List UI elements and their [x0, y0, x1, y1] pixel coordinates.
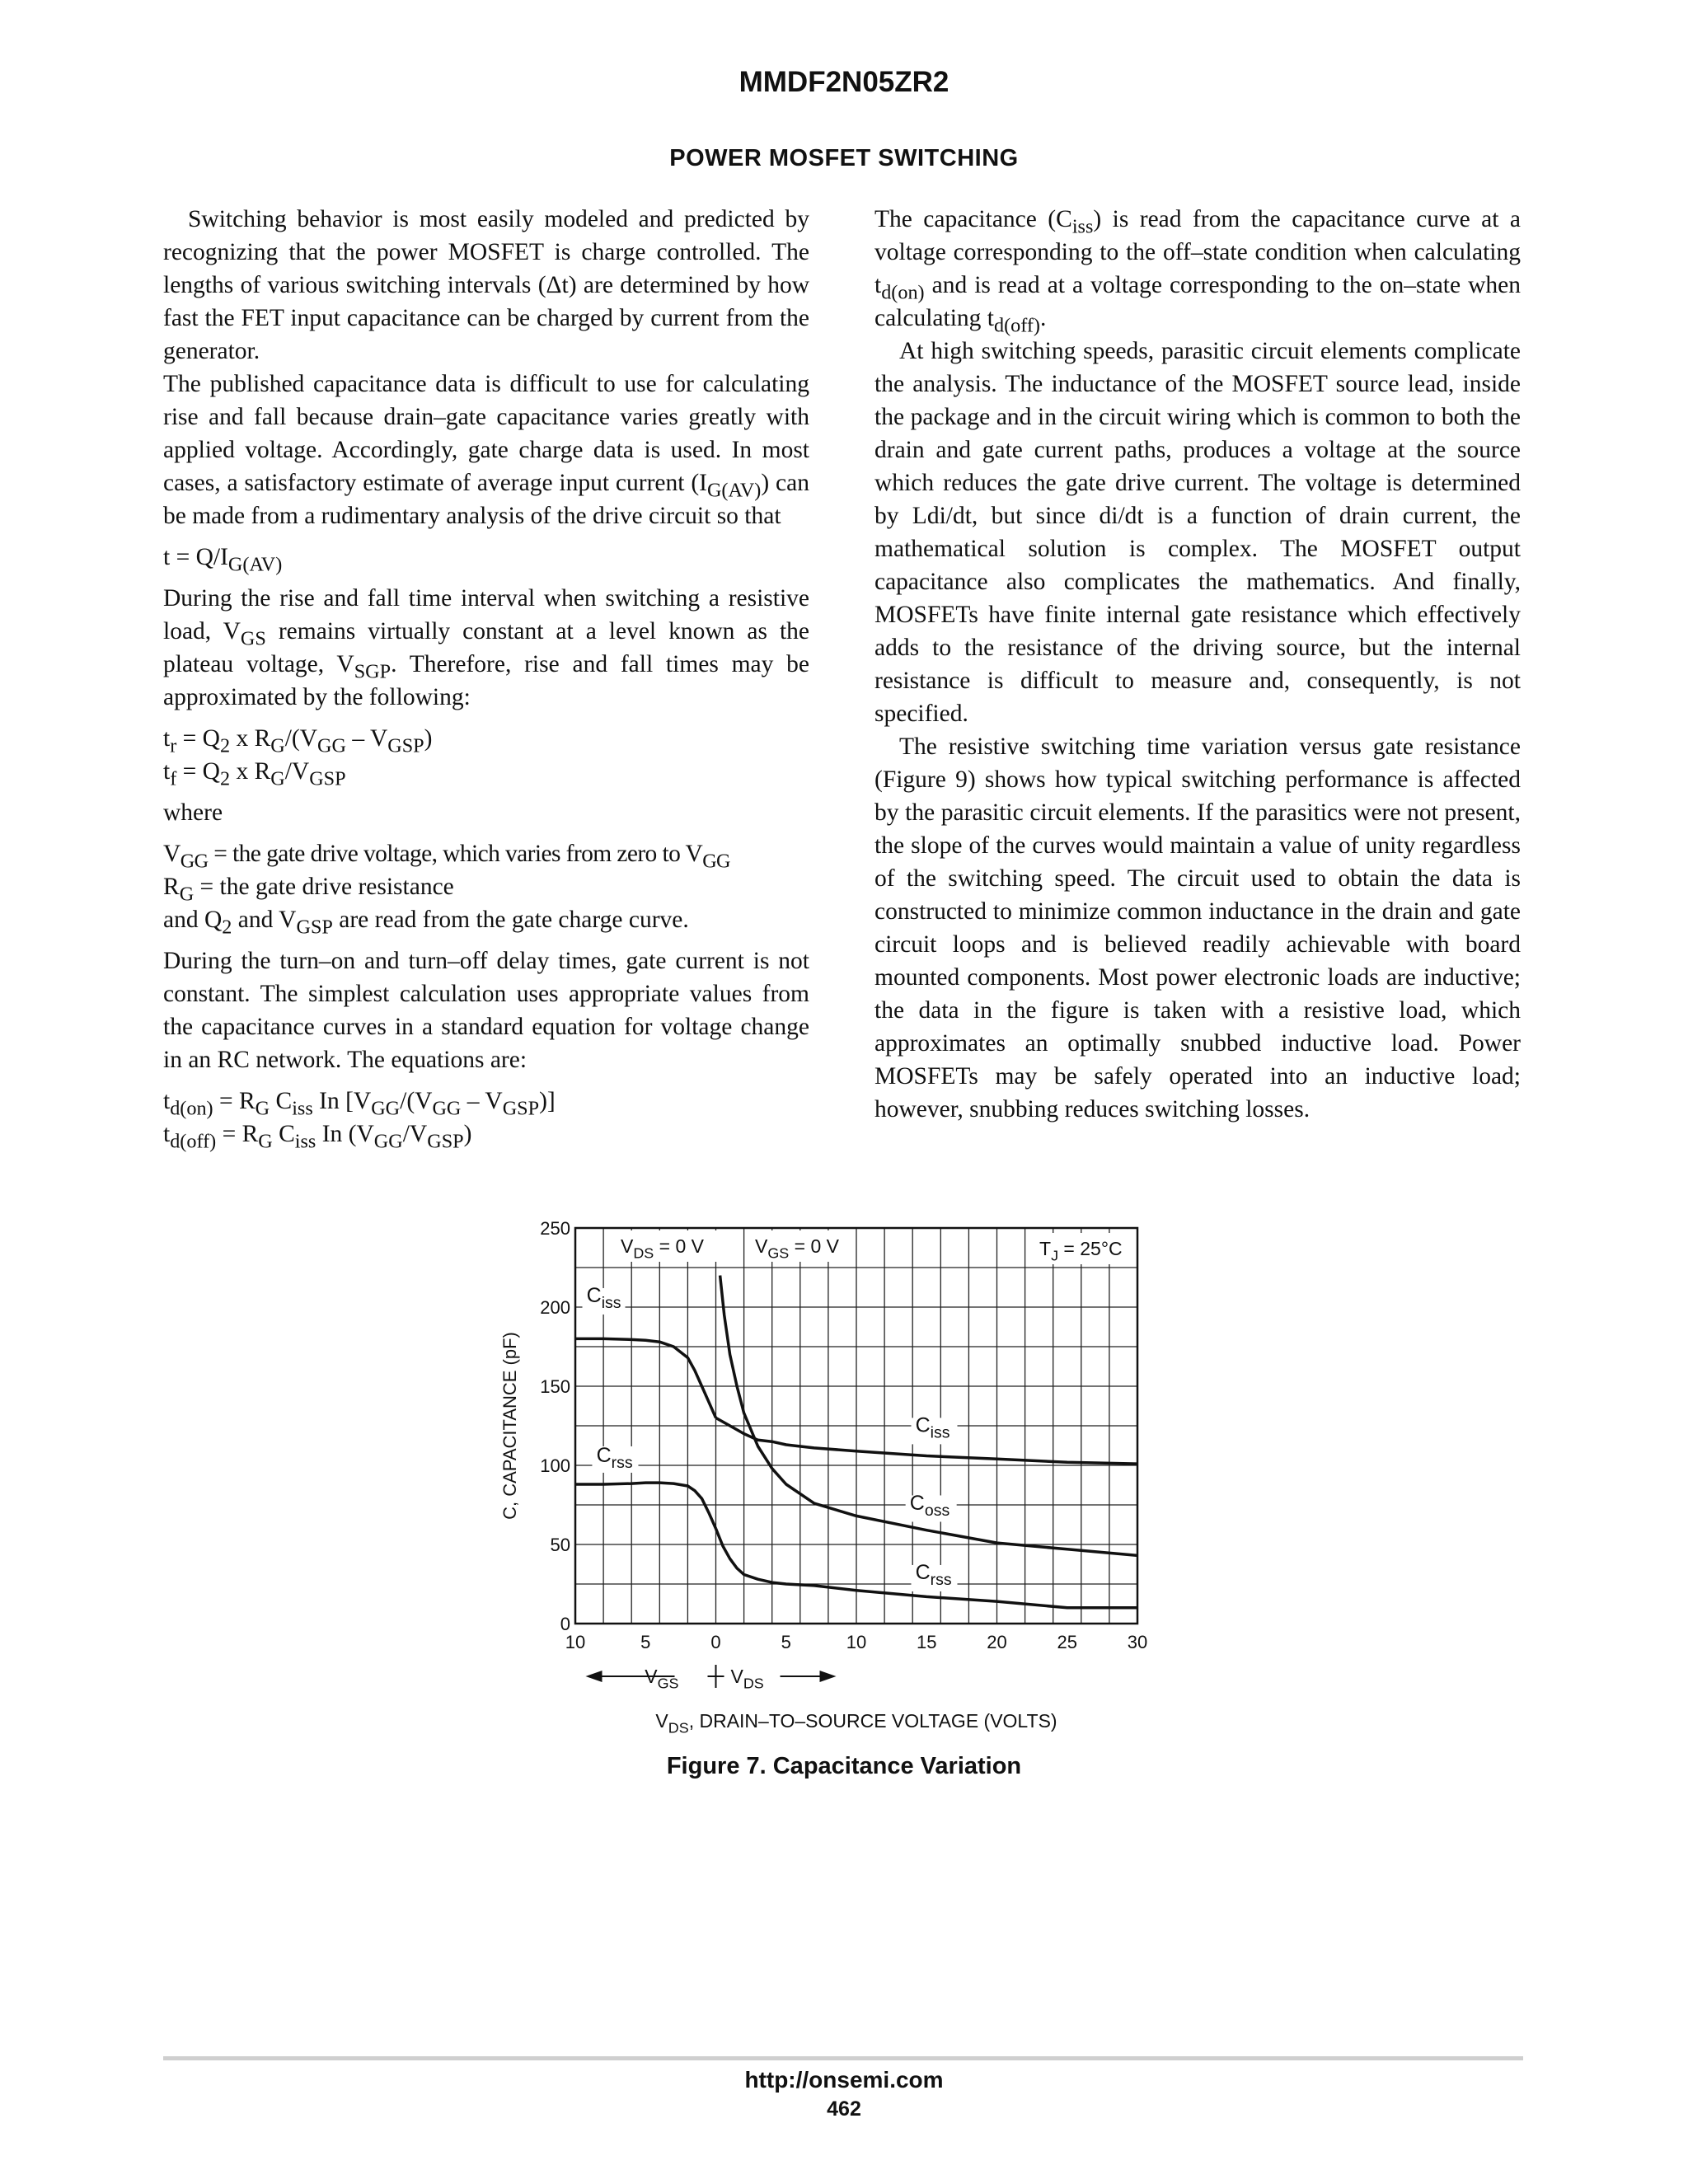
x-tick-label: 5 — [640, 1632, 651, 1652]
series-label-crss: $C_{rss}$ — [915, 1561, 952, 1590]
left-column — [163, 203, 809, 1151]
page-number: 462 — [827, 2097, 861, 2121]
x-tick-label: 30 — [1127, 1632, 1148, 1652]
series-label-crss: $C_{rss}$ — [596, 1444, 633, 1473]
definition-vgg: $V_{GG}$ = the gate drive voltage, which varies from zero to $V_{GG}$ — [163, 841, 730, 873]
x-tick-label: 10 — [565, 1632, 586, 1652]
vgs-arrow-head — [586, 1671, 603, 1682]
series-label-coss: $C_{oss}$ — [909, 1491, 950, 1520]
paragraph: At high switching speeds, parasitic circuit elements complicate the analysis. The inductance of the MOSFET source lead, inside the package and in the circuit wiring which is common to both the drain and gate current paths, produces a voltage at the source which reduces the gate drive current. The voltage is determined by Ldi/dt, but since di/dt is a function of drain current, the mathematical solution is complex. The MOSFET output capacitance also complicates the mathematics. And finally, MOSFETs have finite internal gate resistance which effectively adds to the resistance of the driving source, but the internal resistance is difficult to measure and, consequently, is not specified. — [874, 338, 1521, 727]
y-tick-label: 150 — [540, 1376, 570, 1397]
paragraph: The capacitance $(C_{iss})$ is read from the capacitance curve at a voltage corresponding to the off–state condition when calculating $t_{d(on)}$ and is read at a voltage corresponding to the on–state when calculating $t_{d(off)}$. — [874, 206, 1521, 337]
y-tick-label: 100 — [540, 1455, 570, 1476]
paragraph: During the turn–on and turn–off delay times, gate current is not constant. The simplest calculation uses appropriate values from the capacitance curves in a standard equation for voltage change in an RC network. The equations are: — [163, 948, 809, 1073]
equation-tr: $t_r = Q_2$ x $R_G/(V_{GG} - V_{GSP})$ — [163, 725, 433, 757]
footer-url: http://onsemi.com — [744, 2067, 944, 2093]
equation-tf: $t_f = Q_2$ x $R_G/V_{GSP}$ — [163, 758, 346, 790]
vgs-arrow-label: $V_{GS}$ — [645, 1666, 679, 1692]
x-tick-label: 20 — [987, 1632, 1007, 1652]
paragraph: The resistive switching time variation versus gate resistance (Figure 9) shows how typical switching performance is affected by the parasitic circuit elements. If the parasitics were not present, the slope of the curves would maintain a value of unity regardless of the switching speed. The circuit used to obtain the data is constructed to minimize common inductance in the drain and gate circuit loops and is believed readily achievable with board mounted components. Most power electronic loads are inductive; the data in the figure is taken with a resistive load, which approximates an optimally snubbed inductive load. Power MOSFETs may be safely operated into an inductive load; however, snubbing reduces switching losses. — [874, 733, 1521, 1122]
y-tick-label: 250 — [540, 1220, 570, 1239]
chart-svg — [486, 1220, 1187, 1747]
x-tick-label: 25 — [1057, 1632, 1077, 1652]
y-tick-label: 0 — [560, 1614, 570, 1634]
paragraph: Switching behavior is most easily modeled and predicted by recognizing that the power MOSFET is charge controlled. The lengths of various switching intervals (Δt) are determined by how fast the FET input capacitance can be charged by current from the generator. — [163, 206, 809, 364]
figure-caption: Figure 7. Capacitance Variation — [666, 1753, 1022, 1779]
x-axis-label: $V_{DS}$, DRAIN–TO–SOURCE VOLTAGE (VOLTS) — [655, 1710, 1057, 1736]
vds-arrow-label: $V_{DS}$ — [730, 1666, 764, 1692]
equation-tdoff: $t_{d(off)} = R_G$ $C_{iss}$ In $(V_{GG}/V_{GSP})$ — [163, 1121, 472, 1153]
definition-rg: $R_G$ = the gate drive resistance — [163, 874, 454, 906]
paragraph: During the rise and fall time interval when switching a resistive load, $V_{GS}$ remains virtually constant at a level known as the plateau voltage, $V_{SGP}$. Therefore, rise and fall times may be approximated by the following: — [163, 585, 810, 710]
series-label-ciss: $C_{iss}$ — [586, 1284, 621, 1313]
series-label-ciss: $C_{iss}$ — [915, 1413, 950, 1442]
series-line-ciss-vgs — [575, 1338, 716, 1418]
x-tick-label: 10 — [846, 1632, 867, 1652]
section-title: POWER MOSFET SWITCHING — [669, 145, 1019, 171]
equation-t: $t = Q/I_{G(AV)}$ — [163, 544, 283, 576]
y-axis-label: C, CAPACITANCE (pF) — [499, 1332, 520, 1520]
vds-arrow-head — [820, 1671, 837, 1682]
paragraph: The published capacitance data is difficult to use for calculating rise and fall because drain–gate capacitance varies greatly with applied voltage. Accordingly, gate charge data is used. In most cases, a satisfactory estimate of average input current $(I_{G(AV)})$ can be made from a rudimentary analysis of the drive circuit so that — [163, 371, 809, 529]
series-line-crss-vgs — [575, 1483, 716, 1529]
where-label: where — [163, 799, 223, 826]
x-tick-label: 0 — [710, 1632, 721, 1652]
document-title: MMDF2N05ZR2 — [738, 66, 950, 98]
vds-zero-annotation: $V_{DS} = 0$ V — [621, 1235, 704, 1262]
right-column — [874, 203, 1521, 1126]
equation-tdon: $t_{d(on)} = R_G$ $C_{iss}$ In $[V_{GG}/(V_{GG} - V_{GSP})]$ — [163, 1088, 556, 1120]
x-tick-label: 15 — [917, 1632, 937, 1652]
vgs-zero-annotation: $V_{GS} = 0$ V — [755, 1235, 839, 1262]
y-tick-label: 200 — [540, 1297, 570, 1318]
definition-q2: and $Q_2$ and $V_{GSP}$ are read from the gate charge curve. — [163, 907, 689, 939]
y-tick-label: 50 — [550, 1535, 570, 1555]
footer-divider — [163, 2056, 1523, 2060]
tj-annotation: $T_J = 25^\circ C$ — [1039, 1238, 1123, 1264]
capacitance-chart — [486, 1220, 1187, 1747]
x-tick-label: 5 — [781, 1632, 791, 1652]
